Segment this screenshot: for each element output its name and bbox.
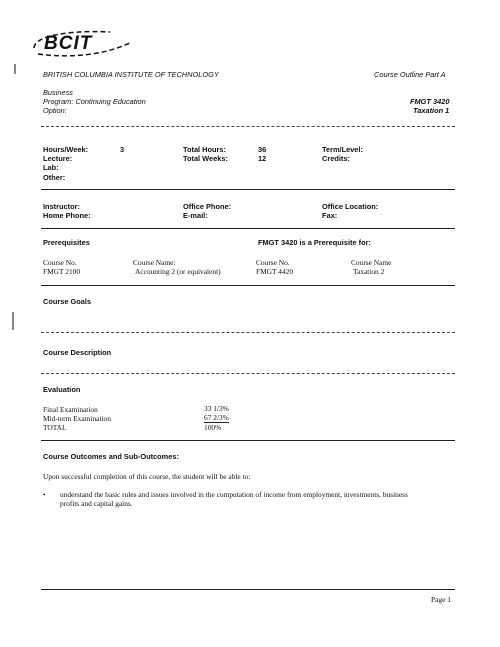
evaluation-heading: Evaluation (43, 385, 81, 394)
office-phone-label: Office Phone: (183, 202, 232, 211)
institute-name: BRITISH COLUMBIA INSTITUTE OF TECHNOLOGY (43, 70, 219, 79)
hours-week-label: Hours/Week: (43, 145, 89, 154)
divider (41, 440, 455, 441)
fax-label: Fax: (322, 211, 338, 220)
col-course-name-2: Course Name (351, 258, 392, 267)
instructor-label: Instructor: (43, 202, 80, 211)
total-value: 100% (204, 423, 222, 432)
bcit-logo: BCIT (44, 33, 93, 54)
total-hours-label: Total Hours: (183, 145, 226, 154)
credits-label: Credits: (322, 154, 350, 163)
next-course-no: FMGT 4420 (256, 267, 294, 276)
term-level-label: Term/Level: (322, 145, 363, 154)
final-exam-label: Final Examination (43, 405, 98, 414)
footer-divider (41, 589, 455, 590)
prerequisites-heading: Prerequisites (43, 238, 90, 247)
hours-week-value: 3 (120, 145, 125, 154)
prereq-course-no: FMGT 2100 (43, 267, 81, 276)
col-course-no: Course No. (43, 258, 77, 267)
option-label: Option: (43, 106, 67, 115)
divider (41, 285, 455, 286)
program-name: Program: Continuing Education (43, 97, 146, 106)
next-course-name: Taxation 2 (353, 267, 385, 276)
col-course-name: Course Name: (133, 258, 176, 267)
office-location-label: Office Location: (322, 202, 379, 211)
divider (41, 373, 455, 374)
email-label: E-mail: (183, 211, 208, 220)
divider (41, 332, 455, 333)
midterm-exam-value: 67 2/3% (204, 413, 229, 422)
bullet-icon: • (43, 490, 46, 499)
final-exam-value: 33 1/3% (204, 404, 229, 413)
school-name: Business (43, 88, 73, 97)
total-hours-value: 36 (258, 145, 267, 154)
total-weeks-value: 12 (258, 154, 267, 163)
divider (41, 228, 455, 229)
divider (41, 126, 455, 127)
scan-mark (14, 64, 16, 74)
col-course-no-2: Course No. (256, 258, 290, 267)
is-prerequisite-heading: FMGT 3420 is a Prerequisite for: (258, 238, 371, 247)
total-weeks-label: Total Weeks: (183, 154, 228, 163)
lecture-label: Lecture: (43, 154, 73, 163)
course-code: FMGT 3420 (410, 97, 450, 106)
course-description-heading: Course Description (43, 348, 112, 357)
outcomes-intro: Upon successful completion of this course, the student will be able to: (43, 472, 251, 481)
course-outcomes-heading: Course Outcomes and Sub-Outcomes: (43, 452, 179, 461)
home-phone-label: Home Phone: (43, 211, 91, 220)
course-title: Taxation 1 (413, 106, 450, 115)
page-number: Page 1 (431, 595, 451, 604)
outcome-item-line-1: understand the basic rules and issues involved in the computation of income from employment, investments, business (60, 490, 408, 499)
midterm-exam-label: Mid-term Examination (43, 414, 111, 423)
outcome-item-line-2: profits and capital gains. (60, 499, 133, 508)
doc-type: Course Outline Part A (374, 70, 446, 79)
lab-label: Lab: (43, 163, 59, 172)
total-label: TOTAL (43, 423, 67, 432)
scan-mark (12, 312, 14, 330)
course-goals-heading: Course Goals (43, 297, 92, 306)
divider (41, 189, 455, 190)
prereq-course-name: Accounting 2 (or equivalent) (135, 267, 221, 276)
other-label: Other: (43, 173, 66, 182)
